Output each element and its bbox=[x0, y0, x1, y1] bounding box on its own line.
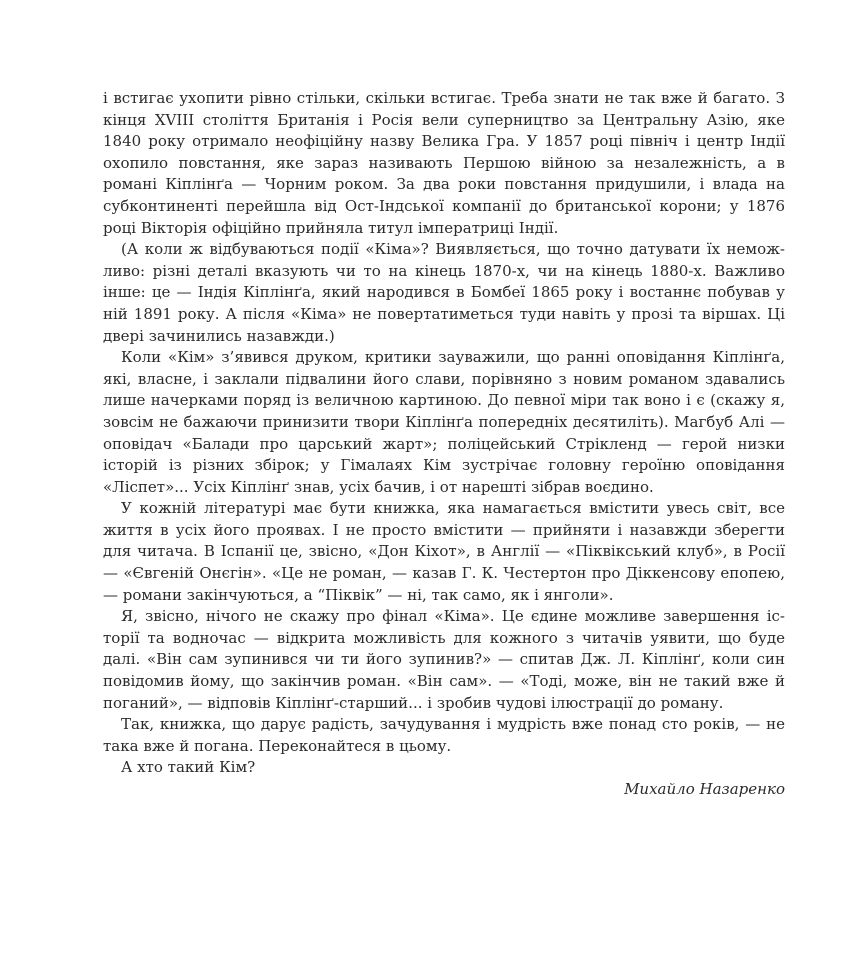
page-text bbox=[103, 88, 785, 801]
author-signature: Михайло Назаренко bbox=[624, 780, 785, 798]
paragraph-5: Я, звісно, нічого не скажу про фінал «Кіма». Це єдине можливе завершення іс-торії та водночас — відкрита можливість для кожного з читачів уявити, що буде далі. «Він сам зупинився чи ти його зупинив?» — спитав Дж. Л. Кіплінґ, коли син повідомив йому, що закінчив роман. «Він сам». — «Тоді, може, він не такий вже й поганий», — відповів Кіплінґ-старший... і зробив чудові ілюстрації до роману. bbox=[103, 607, 785, 712]
paragraph-3: Коли «Кім» з’явився друком, критики зауважили, що ранні оповідання Кіплінґа, які, власне, і заклали підвалини його слави, порівняно з новим романом здавались лише начерками поряд із величною картиною. До певної міри так воно і є (скажу я, зовсім не бажаючи принизити твори Кіплінґа попередніх десятиліть). Магбуб Алі — оповідач «Балади про царський жарт»; поліцейський Стрікленд — герой низки історій із різних збірок; у Гімалаях Кім зустрічає головну героїню оповідання «Ліспет»... Усіх Кіплінґ знав, усіх бачив, і от нарешті зібрав воєдино. bbox=[103, 348, 785, 496]
paragraph-4: У кожній літературі має бути книжка, яка намагається вмістити увесь світ, все життя в усіх його проявах. І не просто вмістити — прийняти і назавжди зберегти для читача. В Іспанії це, звісно, «Дон Кіхот», в Англії — «Піквікський клуб», в Росії — «Євгеній Онєгін». «Це не роман, — казав Г. К. Честертон про Діккенсову епопею, — романи закінчуються, а “Піквік” — ні, так само, як і янголи». bbox=[103, 499, 785, 604]
paragraph-2: (А коли ж відбуваються події «Кіма»? Виявляється, що точно датувати їх немож-ливо: різні деталі вказують чи то на кінець 1870-х, чи на кінець 1880-х. Важливо інше: це — Індія Кіплінґа, який народився в Бомбеї 1865 року і востаннє побував у ній 1891 року. А після «Кіма» не повертатиметься туди навіть у прозі та віршах. Ці двері зачинились назавжди.) bbox=[103, 240, 785, 345]
paragraph-7: А хто такий Кім? bbox=[121, 758, 256, 777]
paragraph-1: і встигає ухопити рівно стільки, скільки встигає. Треба знати не так вже й багато. З кінця XVIII століття Британія і Росія вели суперництво за Центральну Азію, яке 1840 року отримало неофіційну назву Велика Гра. У 1857 році північ і центр Індії охопило повстання, яке зараз називають Першою війною за незалежність, а в романі Кіплінґа — Чорним роком. За два роки повстання придушили, і влада на субконтиненті перейшла від Ост-Індської компанії до британської корони; у 1876 році Вікторія офіційно прийняла титул імператриці Індії. bbox=[103, 89, 785, 237]
paragraph-6: Так, книжка, що дарує радість, зачудування і мудрість вже понад сто років, — не така вже й погана. Переконайтеся в цьому. bbox=[103, 715, 785, 755]
